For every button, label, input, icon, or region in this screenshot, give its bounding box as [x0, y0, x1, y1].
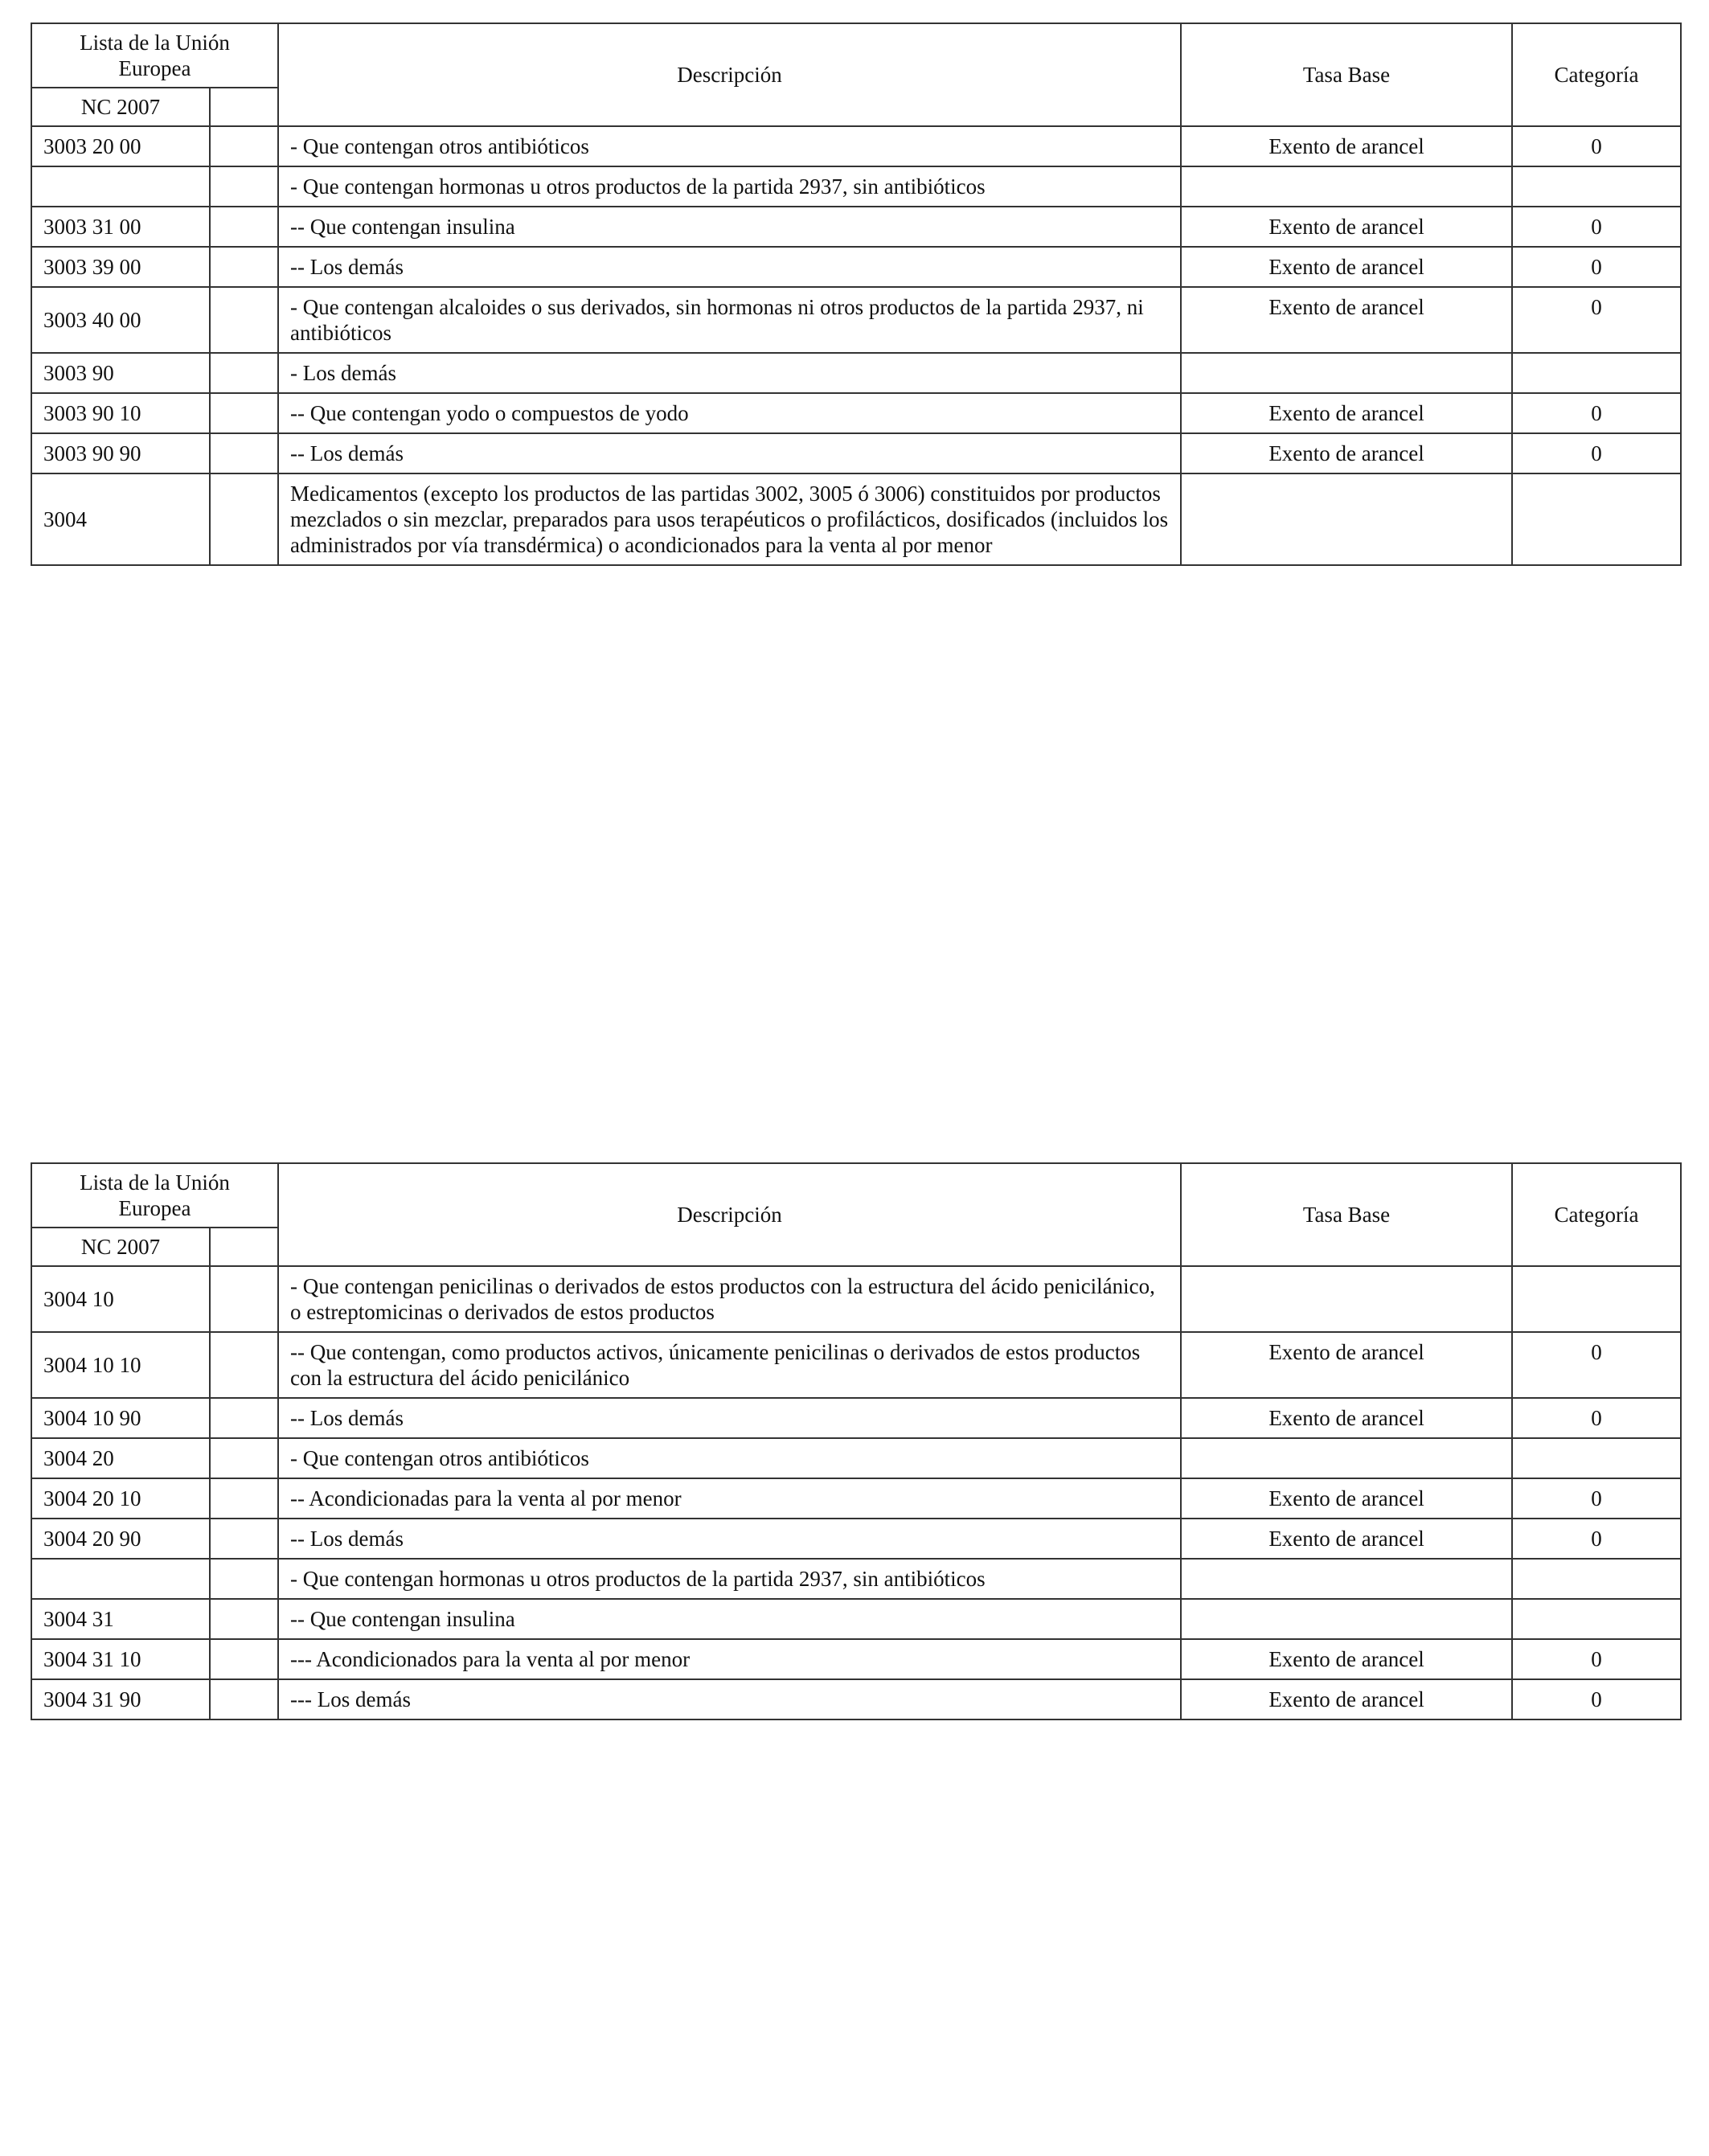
blank-cell — [210, 1519, 278, 1559]
description-cell: - Que contengan otros antibióticos — [278, 126, 1181, 166]
header-blank-cell — [210, 88, 278, 126]
rate-cell — [1181, 1559, 1512, 1599]
description-cell: -- Acondicionadas para la venta al por menor — [278, 1478, 1181, 1519]
table-row — [31, 1332, 1681, 1398]
header-description: Descripción — [278, 23, 1181, 126]
tariff-table-2 — [31, 1162, 1682, 1720]
rate-cell: Exento de arancel — [1181, 287, 1512, 353]
rate-cell: Exento de arancel — [1181, 207, 1512, 247]
table-row — [31, 353, 1681, 393]
category-cell — [1512, 1438, 1681, 1478]
table-row — [31, 1398, 1681, 1438]
table-row — [31, 393, 1681, 433]
table-row — [31, 1639, 1681, 1679]
category-cell: 0 — [1512, 287, 1681, 353]
description-cell: -- Los demás — [278, 247, 1181, 287]
rate-cell: Exento de arancel — [1181, 1639, 1512, 1679]
description-cell: -- Los demás — [278, 433, 1181, 473]
category-cell — [1512, 473, 1681, 565]
description-cell: -- Los demás — [278, 1519, 1181, 1559]
category-cell: 0 — [1512, 1679, 1681, 1719]
blank-cell — [210, 126, 278, 166]
code-cell: 3004 31 — [31, 1599, 210, 1639]
blank-cell — [210, 473, 278, 565]
header-category: Categoría — [1512, 1163, 1681, 1266]
rate-cell: Exento de arancel — [1181, 1679, 1512, 1719]
code-cell: 3003 31 00 — [31, 207, 210, 247]
code-cell: 3004 20 — [31, 1438, 210, 1478]
tariff-table-1 — [31, 23, 1682, 566]
code-cell: 3003 90 90 — [31, 433, 210, 473]
header-blank-cell — [210, 1228, 278, 1266]
rate-cell: Exento de arancel — [1181, 247, 1512, 287]
blank-cell — [210, 166, 278, 207]
rate-cell: Exento de arancel — [1181, 126, 1512, 166]
header-description: Descripción — [278, 1163, 1181, 1266]
category-cell — [1512, 1559, 1681, 1599]
code-cell: 3004 20 90 — [31, 1519, 210, 1559]
description-cell: -- Los demás — [278, 1398, 1181, 1438]
blank-cell — [210, 393, 278, 433]
blank-cell — [210, 1478, 278, 1519]
category-cell — [1512, 353, 1681, 393]
category-cell: 0 — [1512, 393, 1681, 433]
rate-cell: Exento de arancel — [1181, 1519, 1512, 1559]
description-cell: - Los demás — [278, 353, 1181, 393]
header-base-rate: Tasa Base — [1181, 23, 1512, 126]
blank-cell — [210, 1679, 278, 1719]
rate-cell: Exento de arancel — [1181, 1332, 1512, 1398]
rate-cell: Exento de arancel — [1181, 1478, 1512, 1519]
header-category: Categoría — [1512, 23, 1681, 126]
table-row — [31, 207, 1681, 247]
table-row — [31, 1519, 1681, 1559]
category-cell: 0 — [1512, 1332, 1681, 1398]
blank-cell — [210, 1266, 278, 1332]
header-base-rate: Tasa Base — [1181, 1163, 1512, 1266]
blank-cell — [210, 1639, 278, 1679]
description-cell: -- Que contengan, como productos activos, únicamente penicilinas o derivados de estos productos con la estructura del ácido penicilánico — [278, 1332, 1181, 1398]
table-row — [31, 287, 1681, 353]
category-cell: 0 — [1512, 1639, 1681, 1679]
blank-cell — [210, 1559, 278, 1599]
code-cell: 3003 90 — [31, 353, 210, 393]
description-cell: - Que contengan hormonas u otros productos de la partida 2937, sin antibióticos — [278, 166, 1181, 207]
header-nc-label: NC 2007 — [31, 1228, 210, 1266]
category-cell: 0 — [1512, 433, 1681, 473]
rate-cell — [1181, 1266, 1512, 1332]
table-row — [31, 1599, 1681, 1639]
rate-cell — [1181, 473, 1512, 565]
header-nc-label: NC 2007 — [31, 88, 210, 126]
blank-cell — [210, 353, 278, 393]
blank-cell — [210, 247, 278, 287]
table-body — [31, 1266, 1681, 1719]
code-cell: 3004 — [31, 473, 210, 565]
category-cell: 0 — [1512, 207, 1681, 247]
table-row — [31, 1438, 1681, 1478]
code-cell: 3004 31 10 — [31, 1639, 210, 1679]
code-cell: 3004 10 90 — [31, 1398, 210, 1438]
table-row — [31, 473, 1681, 565]
code-cell: 3004 10 — [31, 1266, 210, 1332]
category-cell: 0 — [1512, 1519, 1681, 1559]
category-cell — [1512, 1599, 1681, 1639]
description-cell: --- Acondicionados para la venta al por menor — [278, 1639, 1181, 1679]
blank-cell — [210, 1438, 278, 1478]
table-row — [31, 433, 1681, 473]
header-list-title: Lista de la Unión Europea — [31, 1163, 278, 1228]
rate-cell — [1181, 1599, 1512, 1639]
table-row — [31, 247, 1681, 287]
code-cell: 3004 31 90 — [31, 1679, 210, 1719]
code-cell: 3003 20 00 — [31, 126, 210, 166]
rate-cell: Exento de arancel — [1181, 433, 1512, 473]
table-row — [31, 166, 1681, 207]
rate-cell — [1181, 1438, 1512, 1478]
rate-cell — [1181, 353, 1512, 393]
table-row — [31, 1266, 1681, 1332]
description-cell: - Que contengan hormonas u otros productos de la partida 2937, sin antibióticos — [278, 1559, 1181, 1599]
table-row — [31, 126, 1681, 166]
blank-cell — [210, 287, 278, 353]
code-cell: 3003 39 00 — [31, 247, 210, 287]
blank-cell — [210, 207, 278, 247]
category-cell: 0 — [1512, 126, 1681, 166]
rate-cell: Exento de arancel — [1181, 393, 1512, 433]
description-cell: -- Que contengan insulina — [278, 1599, 1181, 1639]
table-row — [31, 1559, 1681, 1599]
description-cell: -- Que contengan insulina — [278, 207, 1181, 247]
blank-cell — [210, 1332, 278, 1398]
blank-cell — [210, 1398, 278, 1438]
category-cell: 0 — [1512, 1398, 1681, 1438]
code-cell: 3004 20 10 — [31, 1478, 210, 1519]
description-cell: - Que contengan alcaloides o sus derivados, sin hormonas ni otros productos de la partida 2937, ni antibióticos — [278, 287, 1181, 353]
description-cell: - Que contengan otros antibióticos — [278, 1438, 1181, 1478]
description-cell: - Que contengan penicilinas o derivados de estos productos con la estructura del ácido penicilánico, o estreptomicinas o derivados de estos productos — [278, 1266, 1181, 1332]
blank-cell — [210, 1599, 278, 1639]
code-cell — [31, 1559, 210, 1599]
code-cell — [31, 166, 210, 207]
code-cell: 3003 40 00 — [31, 287, 210, 353]
blank-cell — [210, 433, 278, 473]
description-cell: --- Los demás — [278, 1679, 1181, 1719]
table-body — [31, 126, 1681, 565]
code-cell: 3003 90 10 — [31, 393, 210, 433]
category-cell — [1512, 1266, 1681, 1332]
rate-cell: Exento de arancel — [1181, 1398, 1512, 1438]
code-cell: 3004 10 10 — [31, 1332, 210, 1398]
rate-cell — [1181, 166, 1512, 207]
description-cell: Medicamentos (excepto los productos de las partidas 3002, 3005 ó 3006) constituidos por productos mezclados o sin mezclar, preparados para usos terapéuticos o profilácticos, dosificados (incluidos los administrados por vía transdérmica) o acondicionados para la venta al por menor — [278, 473, 1181, 565]
category-cell: 0 — [1512, 1478, 1681, 1519]
category-cell — [1512, 166, 1681, 207]
description-cell: -- Que contengan yodo o compuestos de yodo — [278, 393, 1181, 433]
category-cell: 0 — [1512, 247, 1681, 287]
table-row — [31, 1679, 1681, 1719]
table-row — [31, 1478, 1681, 1519]
header-list-title: Lista de la Unión Europea — [31, 23, 278, 88]
